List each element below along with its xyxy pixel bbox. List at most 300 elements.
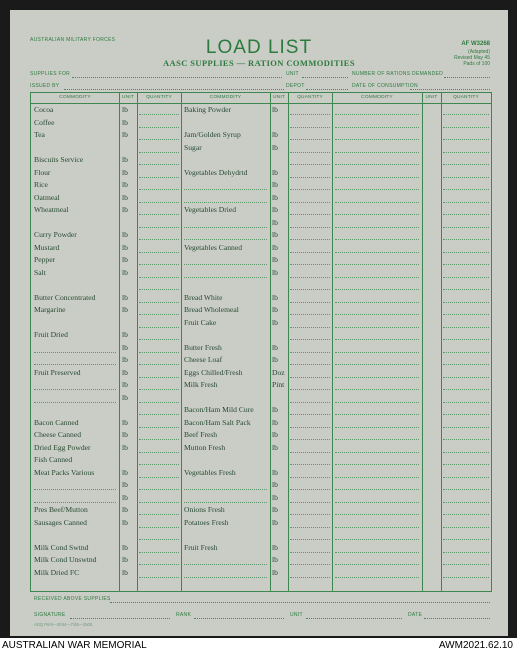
commodity-name: Rice (34, 180, 48, 189)
commodity-unit: Pint (272, 380, 285, 389)
commodity-blank-line[interactable] (335, 514, 419, 515)
commodity-name: Pepper (34, 255, 56, 264)
quantity-field[interactable] (290, 489, 330, 490)
commodity-unit: lb (272, 255, 278, 264)
quantity-field[interactable] (443, 389, 489, 390)
quantity-field[interactable] (139, 389, 179, 390)
commodity-name: Curry Powder (34, 230, 77, 239)
commodity-name: Biscuits Service (34, 155, 84, 164)
quantity-field[interactable] (443, 264, 489, 265)
quantity-field[interactable] (443, 527, 489, 528)
commodity-blank-line[interactable] (34, 402, 116, 403)
date-line[interactable] (424, 618, 490, 619)
commodity-name: Fruit Cake (184, 317, 217, 327)
quantity-field[interactable] (139, 264, 179, 265)
commodity-name: Mustard (34, 242, 60, 252)
col-header-unit-3: UNIT (425, 95, 438, 100)
quantity-field[interactable] (443, 552, 489, 553)
quantity-field[interactable] (290, 402, 330, 403)
quantity-field[interactable] (443, 114, 489, 115)
quantity-field[interactable] (443, 439, 489, 440)
quantity-field[interactable] (139, 414, 179, 415)
commodity-blank-line[interactable] (335, 214, 419, 215)
quantity-field[interactable] (139, 114, 179, 115)
commodity-name: Margarine (34, 305, 66, 314)
commodity-name: Bacon/Ham Salt Pack (184, 417, 251, 427)
commodity-unit: lb (122, 255, 128, 264)
caption-left: AUSTRALIAN WAR MEMORIAL (2, 640, 147, 651)
quantity-field[interactable] (139, 139, 179, 140)
commodity-name: Wheatmeal (34, 205, 69, 214)
signature-line[interactable] (70, 618, 170, 619)
commodity-blank-line[interactable] (335, 277, 419, 278)
quantity-field[interactable] (290, 414, 330, 415)
quantity-field[interactable] (290, 577, 330, 578)
commodity-unit: lb (272, 542, 278, 552)
quantity-field[interactable] (290, 502, 330, 503)
quantity-field[interactable] (290, 464, 330, 465)
commodity-blank-line[interactable] (34, 389, 116, 390)
commodity-unit: lb (272, 180, 278, 189)
commodity-name: Sausages Canned (34, 517, 87, 527)
commodity-blank-line[interactable] (335, 289, 419, 290)
quantity-field[interactable] (443, 464, 489, 465)
commodity-unit: lb (272, 430, 278, 439)
depot-line[interactable] (306, 89, 348, 90)
commodity-blank-line[interactable] (335, 439, 419, 440)
commodity-name: Flour (34, 167, 51, 177)
commodity-blank-line[interactable] (184, 264, 267, 265)
rations-label: NUMBER OF RATIONS DEMANDED (352, 71, 444, 77)
commodity-blank-line[interactable] (335, 464, 419, 465)
quantity-field[interactable] (290, 477, 330, 478)
commodity-unit: lb (122, 117, 128, 127)
quantity-field[interactable] (139, 202, 179, 203)
commodity-unit: lb (272, 267, 278, 277)
commodity-unit: lb (122, 505, 128, 514)
printer-note: ADQ Print—3044—7/46—2500. (34, 622, 94, 627)
commodity-blank-line[interactable] (335, 427, 419, 428)
commodity-blank-line[interactable] (335, 239, 419, 240)
commodity-unit: lb (122, 167, 128, 177)
archive-caption (0, 638, 517, 653)
quantity-field[interactable] (443, 202, 489, 203)
quantity-field[interactable] (290, 377, 330, 378)
rations-line[interactable] (444, 77, 490, 78)
col-header-unit-1: UNIT (122, 95, 134, 100)
quantity-field[interactable] (290, 252, 330, 253)
commodity-blank-line[interactable] (335, 252, 419, 253)
rank-line[interactable] (194, 618, 284, 619)
quantity-field[interactable] (443, 564, 489, 565)
commodity-unit: lb (122, 205, 128, 214)
commodity-unit: lb (122, 355, 128, 364)
quantity-field[interactable] (290, 539, 330, 540)
commodity-unit: lb (122, 155, 128, 164)
quantity-field[interactable] (443, 364, 489, 365)
col-header-commodity-1: COMMODITY (59, 95, 91, 100)
quantity-field[interactable] (443, 489, 489, 490)
quantity-field[interactable] (139, 314, 179, 315)
quantity-field[interactable] (290, 527, 330, 528)
quantity-field[interactable] (139, 289, 179, 290)
quantity-field[interactable] (139, 127, 179, 128)
quantity-field[interactable] (443, 289, 489, 290)
commodity-name: Bacon/Ham Mild Cure (184, 405, 254, 414)
quantity-field[interactable] (139, 427, 179, 428)
commodity-unit: lb (122, 230, 128, 239)
commodity-unit: lb (272, 467, 278, 477)
commodity-blank-line[interactable] (335, 527, 419, 528)
commodity-name: Onions Fresh (184, 505, 225, 514)
commodity-name: Jam/Golden Syrup (184, 130, 241, 139)
commodity-unit: lb (122, 330, 128, 339)
commodity-blank-line[interactable] (335, 502, 419, 503)
commodity-blank-line[interactable] (184, 239, 267, 240)
col-header-quantity-1: QUANTITY (146, 95, 172, 100)
quantity-field[interactable] (139, 302, 179, 303)
quantity-field[interactable] (290, 152, 330, 153)
commodity-unit: lb (122, 567, 128, 577)
commodity-name: Baking Powder (184, 105, 232, 114)
commodity-blank-line[interactable] (335, 552, 419, 553)
commodity-blank-line[interactable] (335, 452, 419, 453)
quantity-field[interactable] (443, 239, 489, 240)
col-header-commodity-3: COMMODITY (361, 95, 393, 100)
commodity-unit: lb (122, 267, 128, 277)
commodity-blank-line[interactable] (335, 377, 419, 378)
commodity-blank-line[interactable] (184, 577, 267, 578)
quantity-field[interactable] (443, 414, 489, 415)
col-header-unit-2: UNIT (273, 95, 285, 100)
commodity-unit: lb (272, 217, 278, 227)
quantity-field[interactable] (443, 252, 489, 253)
quantity-field[interactable] (443, 577, 489, 578)
commodity-unit: lb (272, 342, 278, 352)
quantity-field[interactable] (443, 452, 489, 453)
commodity-blank-line[interactable] (335, 564, 419, 565)
commodity-unit: lb (122, 467, 128, 477)
commodity-unit: Doz (272, 367, 285, 377)
quantity-field[interactable] (290, 239, 330, 240)
commodity-unit: lb (122, 130, 128, 139)
commodity-blank-line[interactable] (335, 264, 419, 265)
quantity-field[interactable] (290, 214, 330, 215)
quantity-field[interactable] (443, 502, 489, 503)
commodity-blank-line[interactable] (34, 489, 116, 490)
commodity-unit: lb (122, 480, 128, 489)
quantity-field[interactable] (139, 439, 179, 440)
commodity-table (30, 92, 492, 592)
quantity-field[interactable] (139, 239, 179, 240)
commodity-unit: lb (272, 417, 278, 427)
col-header-commodity-2: COMMODITY (209, 95, 242, 100)
commodity-name: Fish Canned (34, 455, 73, 464)
quantity-field[interactable] (139, 477, 179, 478)
quantity-field[interactable] (139, 189, 179, 190)
commodity-blank-line[interactable] (335, 152, 419, 153)
commodity-blank-line[interactable] (184, 227, 267, 228)
quantity-field[interactable] (290, 364, 330, 365)
commodity-name: Meat Packs Various (34, 467, 95, 477)
commodity-name: Cocoa (34, 105, 54, 114)
issued-by-label: ISSUED BY (30, 83, 60, 89)
col-header-quantity-3: QUANTITY (453, 95, 479, 100)
quantity-field[interactable] (443, 164, 489, 165)
quantity-field[interactable] (139, 352, 179, 353)
quantity-field[interactable] (290, 164, 330, 165)
commodity-unit: lb (272, 192, 278, 202)
depot-label: DEPOT (286, 83, 305, 89)
quantity-field[interactable] (139, 577, 179, 578)
commodity-unit: lb (122, 517, 128, 527)
quantity-field[interactable] (290, 302, 330, 303)
commodity-name: Vegetables Dehydrtd (184, 167, 248, 177)
commodity-name: Coffee (34, 117, 55, 127)
commodity-name: Fruit Fresh (184, 542, 218, 552)
quantity-field[interactable] (443, 127, 489, 128)
commodity-blank-line[interactable] (184, 277, 267, 278)
received-label: RECEIVED ABOVE SUPPLIES (34, 596, 111, 602)
quantity-field[interactable] (139, 452, 179, 453)
quantity-field[interactable] (290, 289, 330, 290)
quantity-field[interactable] (139, 327, 179, 328)
quantity-field[interactable] (443, 189, 489, 190)
quantity-field[interactable] (290, 114, 330, 115)
commodity-blank-line[interactable] (335, 364, 419, 365)
commodity-unit: lb (122, 555, 128, 564)
commodity-name: Fruit Dried (34, 330, 68, 339)
quantity-field[interactable] (290, 314, 330, 315)
commodity-unit: lb (122, 292, 128, 302)
form-subtitle: AASC SUPPLIES — RATION COMMODITIES (163, 58, 355, 68)
commodity-unit: lb (122, 342, 128, 352)
commodity-blank-line[interactable] (184, 489, 267, 490)
unit-sign-line[interactable] (306, 618, 402, 619)
commodity-name: Cheese Loaf (184, 355, 223, 364)
form-title: LOAD LIST (205, 37, 313, 58)
quantity-field[interactable] (139, 364, 179, 365)
commodity-unit: lb (122, 367, 128, 377)
quantity-field[interactable] (139, 152, 179, 153)
quantity-field[interactable] (139, 377, 179, 378)
commodity-blank-line[interactable] (335, 477, 419, 478)
commodity-name: Bread Wholemeal (184, 305, 239, 314)
quantity-field[interactable] (443, 339, 489, 340)
commodity-blank-line[interactable] (335, 314, 419, 315)
quantity-field[interactable] (139, 402, 179, 403)
commodity-blank-line[interactable] (335, 539, 419, 540)
commodity-blank-line[interactable] (335, 327, 419, 328)
commodity-name: Beef Fresh (184, 430, 218, 439)
commodity-unit: lb (272, 242, 278, 252)
quantity-field[interactable] (290, 389, 330, 390)
quantity-field[interactable] (139, 464, 179, 465)
quantity-field[interactable] (139, 252, 179, 253)
commodity-name: Cheese Canned (34, 430, 82, 439)
commodity-unit: lb (272, 305, 278, 314)
commodity-unit: lb (272, 480, 278, 489)
date-consumption-line[interactable] (410, 89, 490, 90)
commodity-name: Eggs Chilled/Fresh (184, 367, 243, 377)
commodity-unit: lb (122, 105, 128, 114)
quantity-field[interactable] (290, 352, 330, 353)
quantity-field[interactable] (443, 377, 489, 378)
form-sheet (10, 10, 508, 636)
quantity-field[interactable] (443, 352, 489, 353)
commodity-unit: lb (122, 380, 128, 389)
quantity-field[interactable] (290, 439, 330, 440)
commodity-unit: lb (272, 405, 278, 414)
quantity-field[interactable] (290, 427, 330, 428)
unit-label: UNIT (286, 71, 299, 77)
quantity-field[interactable] (290, 264, 330, 265)
commodity-blank-line[interactable] (335, 114, 419, 115)
commodity-unit: lb (122, 305, 128, 314)
commodity-blank-line[interactable] (335, 127, 419, 128)
quantity-field[interactable] (443, 214, 489, 215)
commodity-name: Salt (34, 267, 46, 277)
commodity-unit: lb (272, 230, 278, 239)
commodity-blank-line[interactable] (335, 227, 419, 228)
quantity-field[interactable] (443, 152, 489, 153)
quantity-field[interactable] (290, 564, 330, 565)
quantity-field[interactable] (139, 214, 179, 215)
signature-label: SIGNATURE (34, 612, 66, 618)
quantity-field[interactable] (443, 177, 489, 178)
commodity-name: Butter Concentrated (34, 292, 96, 302)
commodity-blank-line[interactable] (335, 139, 419, 140)
quantity-field[interactable] (290, 139, 330, 140)
quantity-field[interactable] (290, 202, 330, 203)
quantity-field[interactable] (139, 502, 179, 503)
commodity-blank-line[interactable] (34, 364, 116, 365)
commodity-blank-line[interactable] (335, 389, 419, 390)
commodity-name: Tea (34, 130, 45, 139)
quantity-field[interactable] (443, 514, 489, 515)
supplies-for-line[interactable] (72, 77, 282, 78)
commodity-blank-line[interactable] (335, 489, 419, 490)
form-note-3: Pads of 100 (463, 61, 490, 67)
quantity-field[interactable] (290, 327, 330, 328)
quantity-field[interactable] (443, 402, 489, 403)
commodity-name: Potatoes Fresh (184, 517, 229, 527)
commodity-unit: lb (122, 430, 128, 439)
commodity-unit: lb (122, 492, 128, 502)
commodity-unit: lb (122, 417, 128, 427)
col-header-quantity-2: QUANTITY (297, 95, 323, 100)
quantity-field[interactable] (443, 139, 489, 140)
commodity-name: Milk Dried FC (34, 567, 80, 577)
quantity-field[interactable] (139, 339, 179, 340)
commodity-blank-line[interactable] (335, 402, 419, 403)
commodity-blank-line[interactable] (335, 414, 419, 415)
commodity-blank-line[interactable] (184, 189, 267, 190)
quantity-field[interactable] (290, 189, 330, 190)
quantity-field[interactable] (139, 564, 179, 565)
commodity-blank-line[interactable] (335, 189, 419, 190)
received-line[interactable] (110, 602, 490, 603)
commodity-unit: lb (272, 142, 278, 152)
quantity-field[interactable] (290, 552, 330, 553)
commodity-blank-line[interactable] (184, 202, 267, 203)
commodity-blank-line[interactable] (184, 564, 267, 565)
quantity-field[interactable] (290, 514, 330, 515)
quantity-field[interactable] (290, 127, 330, 128)
quantity-field[interactable] (139, 539, 179, 540)
quantity-field[interactable] (443, 314, 489, 315)
commodity-blank-line[interactable] (335, 339, 419, 340)
quantity-field[interactable] (443, 327, 489, 328)
issued-by-line[interactable] (64, 89, 284, 90)
quantity-field[interactable] (290, 452, 330, 453)
quantity-field[interactable] (290, 277, 330, 278)
commodity-name: Milk Cond Swtnd (34, 542, 89, 552)
quantity-field[interactable] (290, 177, 330, 178)
quantity-field[interactable] (290, 339, 330, 340)
commodity-blank-line[interactable] (335, 352, 419, 353)
commodity-name: Milk Fresh (184, 380, 218, 389)
commodity-blank-line[interactable] (335, 577, 419, 578)
rank-label: RANK (176, 612, 192, 618)
commodity-blank-line[interactable] (335, 202, 419, 203)
date-label: DATE (408, 612, 423, 618)
commodity-name: Vegetables Fresh (184, 467, 236, 477)
quantity-field[interactable] (443, 302, 489, 303)
quantity-field[interactable] (139, 277, 179, 278)
commodity-name: Fruit Preserved (34, 367, 81, 377)
commodity-blank-line[interactable] (335, 164, 419, 165)
commodity-blank-line[interactable] (335, 177, 419, 178)
commodity-unit: lb (272, 130, 278, 139)
commodity-name: Butter Fresh (184, 342, 222, 352)
quantity-field[interactable] (139, 177, 179, 178)
quantity-field[interactable] (139, 227, 179, 228)
quantity-field[interactable] (139, 489, 179, 490)
caption-right: AWM2021.62.10 (438, 640, 513, 651)
quantity-field[interactable] (443, 477, 489, 478)
quantity-field[interactable] (290, 227, 330, 228)
form-note-1: (Adapted) (468, 49, 490, 55)
quantity-field[interactable] (443, 427, 489, 428)
commodity-blank-line[interactable] (34, 352, 116, 353)
quantity-field[interactable] (139, 552, 179, 553)
unit-sign-label: UNIT (290, 612, 303, 618)
quantity-field[interactable] (139, 527, 179, 528)
quantity-field[interactable] (139, 514, 179, 515)
commodity-unit: lb (272, 205, 278, 214)
commodity-unit: lb (122, 192, 128, 202)
quantity-field[interactable] (443, 539, 489, 540)
commodity-name: Mutton Fresh (184, 442, 226, 452)
commodity-name: Bacon Canned (34, 417, 79, 427)
quantity-field[interactable] (139, 164, 179, 165)
quantity-field[interactable] (443, 227, 489, 228)
commodity-unit: lb (272, 567, 278, 577)
commodity-unit: lb (122, 392, 128, 402)
commodity-unit: lb (272, 505, 278, 514)
quantity-field[interactable] (443, 277, 489, 278)
commodity-blank-line[interactable] (34, 502, 116, 503)
commodity-unit: lb (272, 555, 278, 564)
unit-line[interactable] (302, 77, 348, 78)
form-code: AF W3268 (461, 41, 490, 47)
commodity-unit: lb (122, 180, 128, 189)
commodity-blank-line[interactable] (184, 502, 267, 503)
commodity-unit: lb (272, 292, 278, 302)
supplies-for-label: SUPPLIES FOR (30, 71, 70, 77)
commodity-blank-line[interactable] (335, 302, 419, 303)
